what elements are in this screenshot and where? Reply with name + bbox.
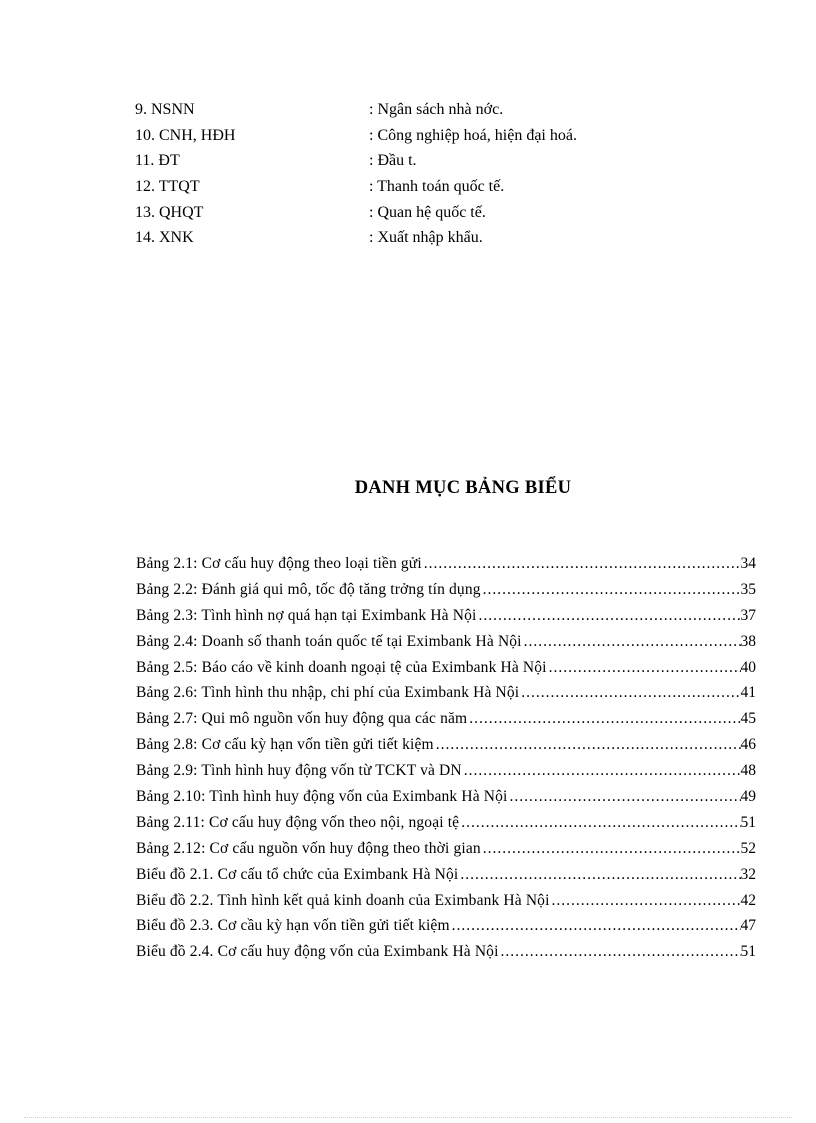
toc-leader-dots [481, 836, 741, 862]
toc-page-number: 34 [740, 555, 756, 572]
abbreviation-meaning: : Công nghiệp hoá, hiện đại hoá. [369, 126, 577, 144]
toc-leader-dots [507, 784, 740, 810]
abbreviation-row [135, 225, 695, 251]
abbreviation-row [135, 174, 695, 200]
toc-entry-title: Bảng 2.1: Cơ cấu huy động theo loại tiền gửi [136, 555, 422, 572]
toc-leader-dots [459, 810, 740, 836]
toc-entry-title: Bảng 2.5: Báo cáo về kinh doanh ngoại tệ của Eximbank Hà Nội [136, 658, 547, 676]
toc-leader-dots [462, 758, 741, 784]
toc-entry-title: Bảng 2.8: Cơ cấu kỳ hạn vốn tiền gửi tiết kiệm [136, 736, 434, 754]
table-of-figures [136, 551, 756, 965]
toc-entry[interactable] [136, 939, 756, 965]
abbreviation-code: 13. QHQT [135, 203, 204, 221]
toc-page-number: 45 [740, 710, 756, 728]
toc-entry[interactable] [136, 629, 756, 655]
abbreviation-code: 10. CNH, HĐH [135, 126, 236, 144]
abbreviation-meaning: : Xuất nhập khẩu. [369, 229, 483, 247]
toc-entry[interactable] [136, 680, 756, 706]
toc-page-number: 35 [740, 580, 756, 598]
toc-page-number: 37 [740, 606, 756, 624]
abbreviation-row [135, 123, 695, 149]
toc-entry[interactable] [136, 784, 756, 810]
abbreviation-list [135, 97, 695, 251]
toc-entry[interactable] [136, 603, 756, 629]
toc-entry-title: Bảng 2.10: Tình hình huy động vốn của Eximbank Hà Nội [136, 788, 508, 806]
toc-entry[interactable] [136, 810, 756, 836]
abbreviation-meaning: : Quan hệ quốc tế. [369, 203, 486, 221]
abbreviation-code: 11. ĐT [135, 152, 180, 170]
toc-entry[interactable] [136, 862, 756, 888]
toc-entry[interactable] [136, 758, 756, 784]
abbreviation-row [135, 148, 695, 174]
toc-page-number: 49 [740, 788, 756, 806]
toc-leader-dots [499, 939, 741, 965]
toc-entry[interactable] [136, 551, 756, 577]
toc-page-number: 51 [740, 813, 756, 831]
abbreviation-code: 12. TTQT [135, 178, 200, 196]
toc-leader-dots [434, 732, 741, 758]
toc-page-number: 40 [740, 658, 756, 676]
toc-leader-dots [476, 603, 740, 629]
toc-page-number: 48 [740, 762, 756, 780]
toc-leader-dots [550, 888, 741, 914]
toc-page-number: 32 [740, 865, 756, 883]
toc-leader-dots [422, 551, 741, 577]
toc-entry-title: Bảng 2.7: Qui mô nguồn vốn huy động qua các năm [136, 710, 468, 728]
toc-page-number: 41 [740, 684, 756, 702]
toc-entry[interactable] [136, 836, 756, 862]
abbreviation-code: 14. XNK [135, 229, 194, 247]
abbreviation-row [135, 200, 695, 226]
toc-page-number: 51 [740, 943, 756, 961]
page-bottom-divider [24, 1117, 792, 1118]
toc-page-number: 47 [740, 917, 756, 935]
toc-page-number: 42 [740, 891, 756, 909]
abbreviation-row [135, 97, 695, 123]
toc-leader-dots [467, 706, 740, 732]
abbreviation-meaning: : Thanh toán quốc tế. [369, 178, 505, 196]
abbreviation-meaning: : Ngân sách nhà nớc. [369, 101, 504, 118]
toc-entry-title: Biểu đồ 2.1. Cơ cấu tổ chức của Eximbank Hà Nội [136, 865, 459, 883]
toc-entry[interactable] [136, 655, 756, 681]
toc-entry[interactable] [136, 732, 756, 758]
toc-entry-title: Biểu đồ 2.3. Cơ cầu kỳ hạn vốn tiền gửi tiết kiệm [136, 917, 450, 935]
toc-entry[interactable] [136, 913, 756, 939]
toc-entry[interactable] [136, 706, 756, 732]
toc-entry-title: Bảng 2.2: Đánh giá qui mô, tốc độ tăng trởng tín dụng [136, 580, 481, 598]
toc-leader-dots [481, 577, 741, 603]
toc-entry-title: Bảng 2.11: Cơ cấu huy động vốn theo nội, ngoại tệ [136, 813, 460, 831]
toc-page-number: 46 [740, 736, 756, 754]
toc-entry-title: Biểu đồ 2.2. Tình hình kết quả kinh doanh của Eximbank Hà Nội [136, 891, 550, 909]
toc-page-number: 38 [740, 632, 756, 650]
toc-entry-title: Bảng 2.6: Tình hình thu nhập, chi phí của Eximbank Hà Nội [136, 684, 520, 702]
toc-entry-title: Biểu đồ 2.4. Cơ cấu huy động vốn của Eximbank Hà Nội [136, 943, 499, 961]
toc-leader-dots [458, 862, 740, 888]
toc-entry-title: Bảng 2.3: Tình hình nợ quá hạn tại Eximbank Hà Nội [136, 606, 477, 624]
toc-leader-dots [519, 680, 740, 706]
abbreviation-meaning: : Đầu t. [369, 152, 417, 170]
toc-entry[interactable] [136, 888, 756, 914]
toc-entry-title: Bảng 2.9: Tình hình huy động vốn từ TCKT và DN [136, 762, 462, 780]
toc-leader-dots [450, 913, 741, 939]
toc-entry-title: Bảng 2.4: Doanh số thanh toán quốc tế tại Eximbank Hà Nội [136, 632, 522, 650]
toc-entry-title: Bảng 2.12: Cơ cấu nguồn vốn huy động theo thời gian [136, 839, 481, 857]
toc-leader-dots [547, 655, 741, 681]
toc-entry[interactable] [136, 577, 756, 603]
toc-page-number: 52 [740, 839, 756, 857]
toc-leader-dots [522, 629, 741, 655]
section-title: DANH MỤC BẢNG BIỂU [354, 478, 572, 498]
abbreviation-code: 9. NSNN [135, 101, 195, 118]
